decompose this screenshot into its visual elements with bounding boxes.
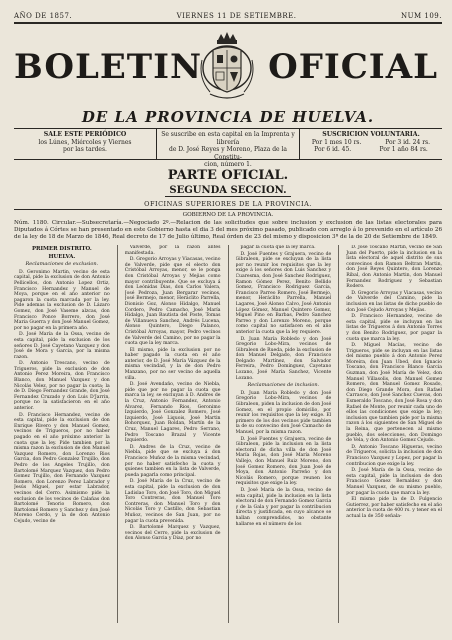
column-paragraph: D. Antonio Trescano, vecino de Trigueros, pide la exclusion de don Antonio Perez Moreira, don Francisco Blanco, don Manuel Vazquez y don Nicolás Velez, por no pagar la cuota; la de D. Diego Fernandez Grande, don José Fernandez Cruzado y don Luis D'Jarrin, porque no la satisfacieron en el año anterior. [14, 361, 110, 412]
column-paragraph: D. José Fuentes y Grajuera, vecino de Gibraleon, pide se excluyan de la lista por no reunir los requisitos que la ley exige á los señores don Luis Sanchez y Cuaresma, don José Sanchez Rodriguez, Ramon Gómez Perez, Benito Bellido Gomez, Francisco Rodriguez Garcia, Francisco Parreo Romero, José Bermejo, menor, Heráclito Parrella, Manuel Lagares, José Alonso Calvo, José Antonio López Gómez, Manuel Quintero Gomez, Miguel Pino en Barbas, Pedro Sanchez Parreo y don Lorenzo Moreno, porque como capital no satisfacen en el año anterior la cuota que la ley requiere. [235, 251, 332, 335]
article-column-3 [236, 245, 332, 623]
column-paragraph: D. José Avendaño, vecino de Niebla, pide que por no pagar la cuota que marca la ley, se excluyan á D. Andres de la Cruz, Antonio Fernandez, Antonio Alvarez, Fernando Rios, Geronimo Izquierdo, José Gonzalez Romero, José Izquierdo, José Liquois, José Martin Bohorquez, Juan Roldan, Martín de la Cruz, Manuel Lagares, Pedro Serrano, Pedro Toscano Brazal y Vicente Izquierdo. [124, 382, 221, 444]
column-paragraph: El mismo, pide la exclusion por no haber pagado la cuota en el año anterior, de D. José María Vázquez de la misma vecindad, y la de don Pedro Manzano, por no ser vecino de aquella villa. [124, 347, 221, 381]
column-paragraph: D. José Toscano Martin, vecino de San Juan del Puerto, pide la inclusion en la lista electoral de aquel distrito de sus convecinos don Ramon Beltran Martin, don José Reyes Quintero, don Lorenzo Ribal, don Antonio Martin, don Manuel Fernandez Rodriguez y Sebastian Rodero. [346, 245, 442, 290]
section-rule [14, 209, 442, 210]
section-oficinas: OFICINAS SUPERIORES DE LA PROVINCIA. [144, 200, 312, 208]
column-paragraph: D. José María de la Ossa, vecino de esta capital, pide la inclusion en la lista electoral de don Fernando Gomez Garcia y de la Gala y por pagar la contribucion directa y justificada, en cuyo alcance se hallan comprendidos, no obstante hallarse en el número de los [235, 487, 332, 527]
section-parte-oficial: PARTE OFICIAL. [167, 168, 289, 183]
periodicity-line-3: por las tardes. [63, 146, 107, 153]
column-paragraph: D. José María de la Cruz, vecino de esta capital, pide la exclusion de don Ladislao Toro, don José Toro, don Miguel Toro Contreras, don Manuel Toro Contreras, don Manuel Toro y don Nicolás Toro y Castillo, don Sebastian Muñoz, vecinos de San Juan, por no pagar la cuota prevenida. [124, 479, 221, 524]
subscription-price-heading: SUSCRICION VOLUNTARIA. [322, 131, 420, 138]
section-gobierno: GOBIERNO DE LA PROVINCIA. [182, 212, 274, 218]
column-divider [338, 245, 339, 623]
column-paragraph: D. José María de la Ossa, vecino de esta capital, pide la inclusion de don Francisco Gomez Bernaldez y don Manuel Vazquez, de su mismo pueblo, por pagar la cuota que marca la ley. [346, 468, 442, 496]
column-paragraph: D. Bartolomé Marquez y Vazquez, vecinos del Cerro, pide la exclusion de don Alonso Garcia y Diaz, por no [124, 525, 221, 542]
column-paragraph: D. Andres de la Cruz, vecino de Niebla, pide que se excluya á don Francisco Muñoz de la misma vecindad, por no haber satisfecho la cuota y quienes tambien en la lista de Valverde, pueda pagarla como principal. [124, 444, 221, 478]
article-columns [14, 245, 442, 623]
royal-coat-of-arms-icon [196, 30, 258, 102]
column-paragraph: D. Francisco Hernandez, vecino de esta capital, pide la exclusion de don Enrique Rivero y don Manuel Gomez, vecinos de Trigueros, por no haber pagado en el año próximo anterior la cuota que la ley. Pide tambien por la misma razon la exclusion de don Manuel Vazquez Romero, don Lorenzo Rios Garcia, don Pedro Gonzalez Trujillo, don Pedro de los Angeles Trujillo, don Bartolomé Marquez Vazquez, don Pedro Gomez Trujillo, don Fernando Vazquez Romero, don Lorenzo Perez Labrador y Jesús Miguel, por estar Labrador, vecinos del Cerro. Asimismo pide la exclusion de los vecinos de Calañas don Bartolomé Tenorio Romero, don Bartolomé Romero y Sanchez y don José Moreno Cerdo, y la de don Antonio Cejudo, vecino de [14, 412, 110, 524]
periodicity-line-2: los Lúnes, Miércoles y Viernes [38, 138, 132, 146]
issue-year: AÑO DE 1857. [14, 12, 73, 20]
subscription-place-line-2: de D. José Reyes y Moreno, Plaza de la Constitu- [169, 146, 287, 161]
inclusion-heading: Reclamaciones de inclusion. [247, 382, 320, 389]
issue-info-bar [14, 10, 442, 22]
column-paragraph: D. Geronimo Martin, vecino de esta capital, pide la exclusion de don Antonio Pellicellos, don Antonio Lopez Ortiz, Francisco Hernandez y Manuel de Moya, porque en el año anterior no pagaron la cuota marcada por la ley. Pide ademas la exclusion de D. Lázaro Gomez, don José Vaseme alzcas, don Francisco Ponce Borrero, don José Maria Guerra y don José Manuel Gomez, por no pagar en la primera año. [14, 269, 110, 331]
subscription-place-line-1: Se suscribe en esta capital en la Imprenta y librería [161, 131, 295, 146]
article-column-2 [125, 245, 221, 623]
column-paragraph: Valverde, por la razon antes manifestada. [124, 245, 221, 256]
column-paragraph: D. José Fuentes y Grajuera, vecino de Gibraleon, pide la inclusion en la lista electoral de dicha villa de don José María Rojas, don José María Moreno Vallejo, don Manuel Ruiz Moreno, don José Gomez Romero, don Juan José de Moya, don Antonio Parreño y don Nicolás Romero, porque reunen los requisitos que exige la ley. [235, 436, 332, 487]
section-segunda-seccion-text: SEGUNDA SECCION. [165, 185, 290, 197]
column-paragraph: D. Miguel Macías, vecino de Trigueros, pide se incluyan en las listas del mismo pueblo á don Antonio Perez Moreira, don Juan Ubed, don Ignacio Toscano, don Francisco Blanco Garcia Guzman, don José María de Velez, don Manuel Villasolis, don Manuel Gomez Romero, don Manuel Gomez Rosado, don Diego Grande Mora, don Rafael Carrasco, don José Sanchez Cuevas, don Esmeraldo Toscano, don José Rosa y don Rafael de Monte, por reunir cada uno de ellos las condiciones que exige la ley; inclusion que tambien pide por la misma razon á los siguientes de San Miguel de la Reina, que pertenecen al mismo pueblo, dos selecciones, don Domingo de Vela, y don Antonio Gomez Cejudo. [346, 343, 442, 444]
periodicity-box [14, 129, 156, 159]
subscription-place-box [156, 129, 299, 168]
district-town: HUELVA. [48, 253, 76, 260]
price-6-months: Por 6 id. 45. [314, 146, 352, 153]
column-paragraph: D. Gregorio Arroyas y Viacasas, vecino de Valverde del Camino, pide la inclusion en las listas de dicho pueblo de don José Cejudo Arroyas y Mejías. [346, 290, 442, 313]
column-divider [117, 245, 118, 623]
province-subtitle: DE LA PROVINCIA DE HUELVA. [81, 108, 375, 126]
price-1-month: Por 1 mes 10 rs. [311, 138, 362, 146]
claims-heading: Reclamaciones de exclusion. [25, 261, 99, 268]
column-paragraph: D. Antonio Toscano Higueras, vecino de Trigueros, solicita la inclusion de don Francisco Vazquez y Lopez, por pagar la contribucion que exige la ley. [346, 444, 442, 467]
column-paragraph: D. Juan María Robledo y don José Gregorio Lobo-Mira, vecinos de Gibraleon, piden la inclusion de don José Gomez, en el propio domicilio, por reunir los requisitos que la ley exige. El primero de los dos vecinos pide tambien la de su convecino don José Camacho de Manuel, por la misma razon. [235, 390, 332, 435]
column-divider [228, 245, 229, 623]
section-segunda-seccion [14, 185, 442, 198]
article-column-1 [14, 245, 110, 623]
periodicity-line-1: SALE ESTE PERIÓDICO [43, 131, 127, 138]
masthead-title-left: BOLETIN [14, 47, 203, 87]
column-paragraph: D. José María de la Ossa, vecino de esta capital, pide la exclusion de los señores D. José Cayetano Vazquez y don José de Mora y Garcia, por la misma razon. [14, 332, 110, 360]
subscription-price-box [299, 129, 442, 159]
subscription-bar [14, 128, 442, 168]
column-paragraph: D. Francisco Hernandez, vecino de esta capital, pide se incluyan en las listas de Trigueros á don Antonio Torres y don Benito Rodriguez, por pagar la cuota que marca la ley. [346, 314, 442, 342]
price-row-1 [300, 139, 442, 147]
column-paragraph: pagar la cuota que la ley marca. [240, 245, 316, 250]
subscription-place-line-3: cion, número 1. [204, 161, 252, 168]
masthead [14, 24, 442, 112]
issue-date: VIERNES 11 DE SETIEMBRE. [176, 12, 297, 20]
issue-number: NUM 109. [400, 12, 442, 20]
column-paragraph: D. Juan María Robledo y don José Gregorio Lobo-Mira, vecinos de Gibraleon de Rueda, pide la exclusion de don Manuel Delgado, don Francisco Delgado Martínez, don Salvador Ferreira, Pedro Domínguez, Cayetano Lozano, José María Sanchez, Vicente Lozano. [235, 336, 332, 381]
district-heading: PRIMER DISTRITO. [31, 246, 92, 252]
column-paragraph: El mismo pide la de D. Fulgencio Gutierrez, por haber satisfecho en el año anterior la cuota de 400 rs. y tener en el actual la de 350 señala- [346, 497, 442, 519]
article-column-4 [346, 245, 442, 623]
newspaper-page [14, 10, 442, 634]
price-row-2 [300, 146, 442, 154]
price-3-months: Por 3 id. 24 rs. [385, 138, 431, 146]
circular-intro: Núm. 1180. Circular.—Subsecretaría.—Negociado 2º.—Relacion de las solicitudes que sobre inclusion y exclusion de las listas electorales para Diputados á Córtes se han presentado en este Gobierno hasta el dia 3 del mes próximo pasado, publicado con arreglo á lo prevenido en el artículo 26 de la ley de 18 de Marzo de 1846, Real decreto de 17 de Julio último, Real órden de 23 del mismo y disposicion 3ª de la de 20 de Setiembre de 1849. [14, 220, 442, 240]
price-1-year: Por 1 año 84 rs. [379, 146, 428, 153]
masthead-title-right: OFICIAL [268, 47, 438, 87]
column-paragraph: D. Gregorio Arroyas y Viacasas, vecino de Valverde, pide que el electo don Cristóbal Arroyas, menor, se le ponga don Cristóbal Arroyas y Mejias como mayor contribuyente. Que se excluya á don Leónidas Dias, don Carlos Valera, José Pedroza, Juan Bergarar vecinos, José Bermejo, menor, Heráclito Parrella, Dionisio Goz, Alonso Hidalgo, Manuel Cordero, Pedro Camacho, José María Hidalgo, Juan Bautista del Poste, Tomas de Villanueva Sanchez, Andrés Lucena, Alonso Quintero, Diego Palanco, Cristóbal Arroyas, mayor, Pedro vecinos de Valverde del Camino, por no pagar la cuota que la ley marca. [124, 257, 221, 347]
